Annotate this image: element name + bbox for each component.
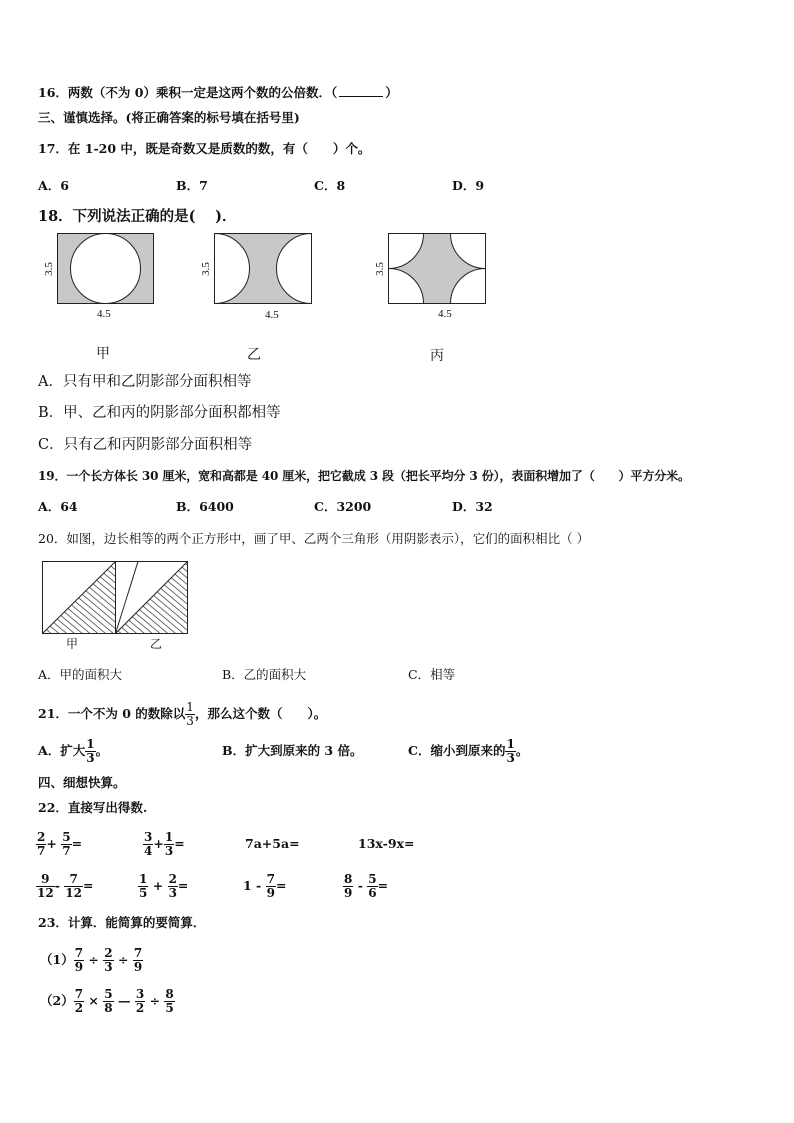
figure-jia: [57, 233, 155, 307]
q19-option-d[interactable]: D．32: [452, 499, 493, 514]
caption-jia: 甲: [96, 346, 110, 362]
question-16-close: ）: [385, 85, 398, 100]
answer-blank[interactable]: [339, 84, 383, 97]
q21-option-b[interactable]: B．扩大到原来的 3 倍。: [222, 743, 363, 758]
fraction: $\frac{1}{3}$: [186, 700, 194, 728]
expr-6: $\frac{1}{5}$ + $\frac{2}{3}$ =: [139, 872, 189, 900]
caption-bing: 丙: [430, 348, 444, 364]
figure-bing-width: 4.5: [438, 308, 452, 320]
figure-bing-height: 3.5: [373, 262, 386, 276]
question-16-text: 16．两数（不为 0）乘积一定是这两个数的公倍数．（: [38, 85, 338, 100]
q17-option-b[interactable]: B．7: [176, 178, 208, 193]
question-18: 18．下列说法正确的是( )．: [38, 208, 237, 225]
figure-jia-width: 4.5: [97, 308, 111, 320]
question-16: [38, 84, 398, 101]
figure-yi: [214, 233, 314, 307]
q20-option-c[interactable]: C．相等: [408, 667, 456, 682]
calc-1: （1） $\frac{7}{9}$ ÷ $\frac{2}{3}$ ÷ $\frac{7}{9}$: [40, 946, 143, 974]
q17-option-a[interactable]: A．6: [38, 178, 69, 193]
expr-2: $\frac{3}{4}$ + $\frac{1}{3}$ =: [144, 830, 185, 858]
fraction: $\frac{1}{3}$: [506, 737, 515, 765]
caption-yi: 乙: [247, 347, 261, 363]
q21-option-c[interactable]: C．缩小到原来的 $\frac{1}{3}$ 。: [408, 737, 529, 765]
q19-option-a[interactable]: A．64: [38, 499, 78, 514]
q21-option-a[interactable]: A．扩大 $\frac{1}{3}$ 。: [38, 737, 109, 765]
expr-5: $\frac{9}{12}$ - $\frac{7}{12}$ =: [37, 872, 94, 900]
figure-bing: [388, 233, 488, 307]
question-20: 20．如图，边长相等的两个正方形中，画了甲、乙两个三角形（用阴影表示），它们的面积相比（ ）: [38, 531, 590, 546]
expr-8: $\frac{8}{9}$ - $\frac{5}{6}$ =: [344, 872, 389, 900]
fraction: $\frac{1}{3}$: [86, 737, 95, 765]
figure-yi-height: 3.5: [199, 262, 212, 276]
figure-jia-height: 3.5: [42, 262, 55, 276]
question-21-text-a: 21．一个不为 0 的数除以: [38, 706, 186, 721]
q17-option-d[interactable]: D．9: [452, 178, 485, 193]
label-jia: 甲: [66, 637, 79, 651]
q18-option-b[interactable]: B．甲、乙和丙的阴影部分面积都相等: [38, 405, 281, 421]
question-19: 19．一个长方体长 30 厘米，宽和高都是 40 厘米，把它截成 3 段（把长平均分 3 份），表面积增加了（ ）平方分米。: [38, 469, 690, 483]
q18-option-a[interactable]: A．只有甲和乙阴影部分面积相等: [38, 374, 252, 390]
question-17: 17．在 1-20 中，既是奇数又是质数的数，有（ ）个。: [38, 141, 371, 156]
q20-option-b[interactable]: B．乙的面积大: [222, 667, 307, 682]
question-22: 22．直接写出得数.: [38, 800, 148, 815]
expr-4: 13x-9x=: [358, 836, 415, 851]
expr-7: 1 - $\frac{7}{9}$ =: [243, 872, 287, 900]
q18-option-c[interactable]: C．只有乙和丙阴影部分面积相等: [38, 437, 253, 453]
label-yi: 乙: [150, 637, 163, 651]
expr-3: 7a+5a=: [245, 836, 300, 851]
figure-yi-width: 4.5: [265, 309, 279, 321]
question-23: 23．计算．能简算的要简算．: [38, 915, 206, 930]
section-3-heading: 三、谨慎选择。(将正确答案的标号填在括号里): [38, 110, 300, 125]
calc-2: （2） $\frac{7}{2}$ × $\frac{5}{8}$ — $\frac{3}{2}$ ÷ $\frac{8}{5}$: [40, 987, 174, 1015]
question-21: [38, 700, 326, 728]
figure-q20: [42, 561, 190, 637]
section-4-heading: 四、细想快算。: [38, 775, 126, 790]
q20-option-a[interactable]: A．甲的面积大: [38, 667, 123, 682]
figure-jia-circle: [71, 234, 141, 304]
q19-option-b[interactable]: B．6400: [176, 499, 234, 514]
q17-option-c[interactable]: C．8: [314, 178, 346, 193]
q19-option-c[interactable]: C．3200: [314, 499, 372, 514]
question-21-text-b: ，那么这个数（ ）。: [194, 706, 327, 721]
expr-1: $\frac{2}{7}$ + $\frac{5}{7}$ =: [37, 830, 83, 858]
